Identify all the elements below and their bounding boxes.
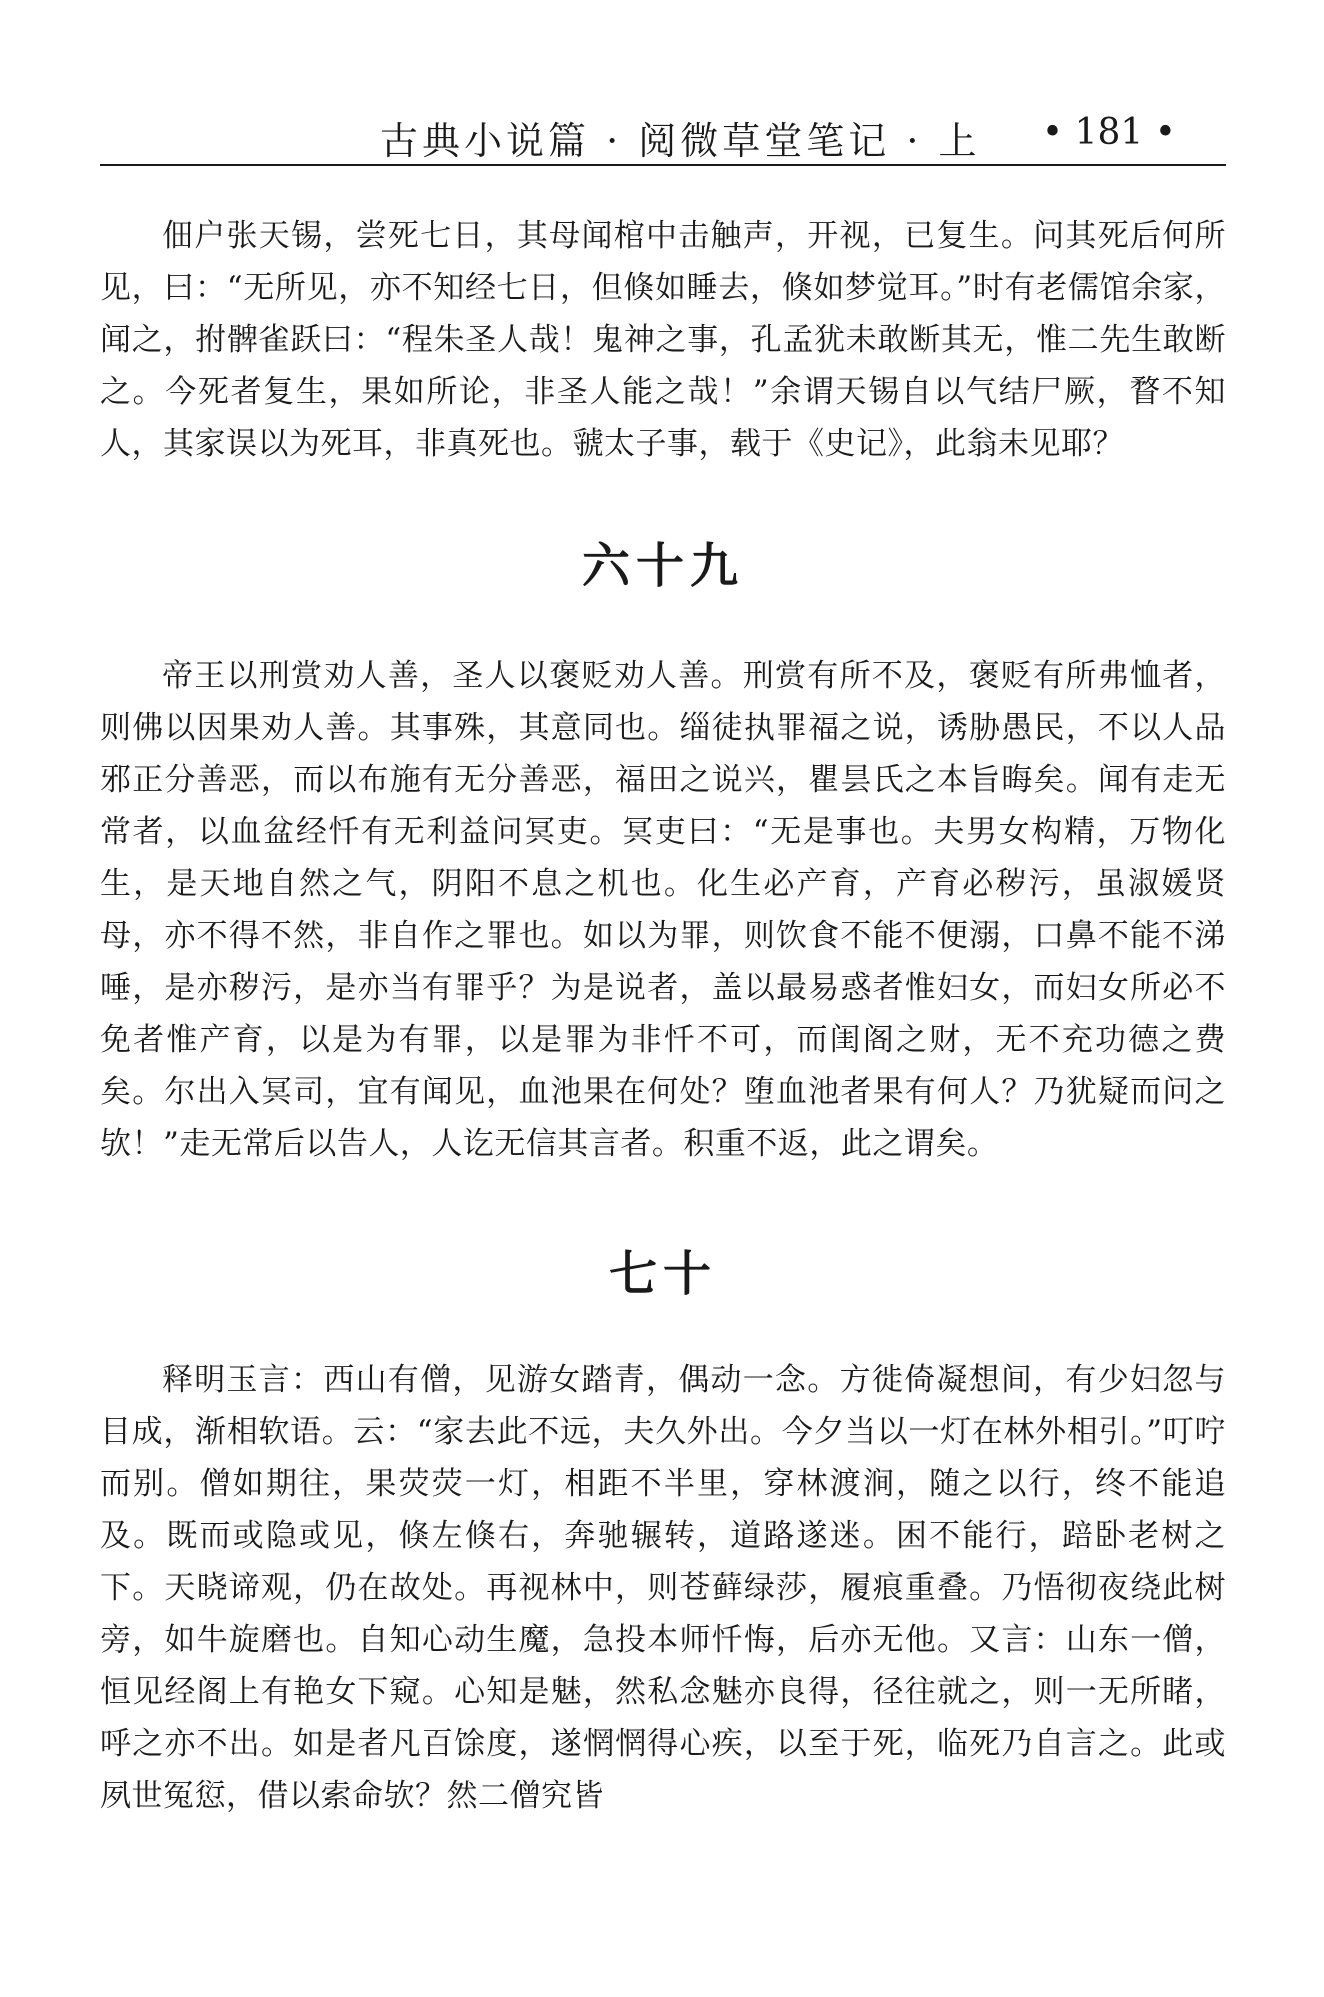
paragraph-68-continued: 佃户张天锡，尝死七日，其母闻棺中击触声，开视，已复生。问其死后何所见，曰：“无所见，亦不知经七日，但倏如睡去，倏如梦觉耳。”时有老儒馆余家，闻之，拊髀雀跃曰：“程朱圣人哉！鬼神之事，孔孟犹未敢断其无，惟二先生敢断之。今死者复生，果如所论，非圣人能之哉！”余谓天锡自以气结尸厥，瞀不知人，其家误以为死耳，非真死也。虢太子事，载于《史记》，此翁未见耶？ bbox=[100, 218, 1226, 462]
paragraph-69: 帝王以刑赏劝人善，圣人以褒贬劝人善。刑赏有所不及，褒贬有所弗恤者，则佛以因果劝人善。其事殊，其意同也。缁徒执罪福之说，诱胁愚民，不以人品邪正分善恶，而以布施有无分善恶，福田之说兴，瞿昙氏之本旨晦矣。闻有走无常者，以血盆经忏有无利益问冥吏。冥吏曰：“无是事也。夫男女构精，万物化生，是天地自然之气，阴阳不息之机也。化生必产育，产育必秽污，虽淑媛贤母，亦不得不然，非自作之罪也。如以为罪，则饮食不能不便溺，口鼻不能不涕唾，是亦秽污，是亦当有罪乎？为是说者，盖以最易惑者惟妇女，而妇女所必不免者惟产育，以是为有罪，以是罪为非忏不可，而闺阁之财，无不充功德之费矣。尔出入冥司，宜有闻见，血池果在何处？堕血池者果有何人？乃犹疑而问之欤！”走无常后以告人，人讫无信其言者。积重不返，此之谓矣。 bbox=[100, 658, 1226, 1162]
section-heading-69: 六十九 bbox=[581, 538, 744, 594]
section-heading-70: 七十 bbox=[608, 1246, 717, 1302]
page-number: • 181 • bbox=[1041, 112, 1176, 153]
paragraph-70: 释明玉言：西山有僧，见游女踏青，偶动一念。方徙倚凝想间，有少妇忽与目成，渐相软语。云：“家去此不远，夫久外出。今夕当以一灯在林外相引。”叮咛而别。僧如期往，果荧荧一灯，相距不半里，穿林渡涧，随之以行，终不能追及。既而或隐或见，倏左倏右，奔驰辗转，道路遂迷。困不能行，踣卧老树之下。天晓谛观，仍在故处。再视林中，则苍藓绿莎，履痕重叠。乃悟彻夜绕此树旁，如牛旋磨也。自知心动生魔，急投本师忏悔，后亦无他。又言：山东一僧，恒见经阁上有艳女下窥。心知是魅，然私念魅亦良得，径往就之，则一无所睹，呼之亦不出。如是者凡百馀度，遂惘惘得心疾，以至于死，临死乃自言之。此或夙世冤愆，借以索命欤？然二僧究皆 bbox=[100, 1362, 1226, 1814]
running-title: 古典小说篇 · 阅微草堂笔记 · 上 bbox=[380, 119, 981, 163]
running-header bbox=[100, 104, 1226, 166]
main-text bbox=[100, 210, 1226, 1822]
